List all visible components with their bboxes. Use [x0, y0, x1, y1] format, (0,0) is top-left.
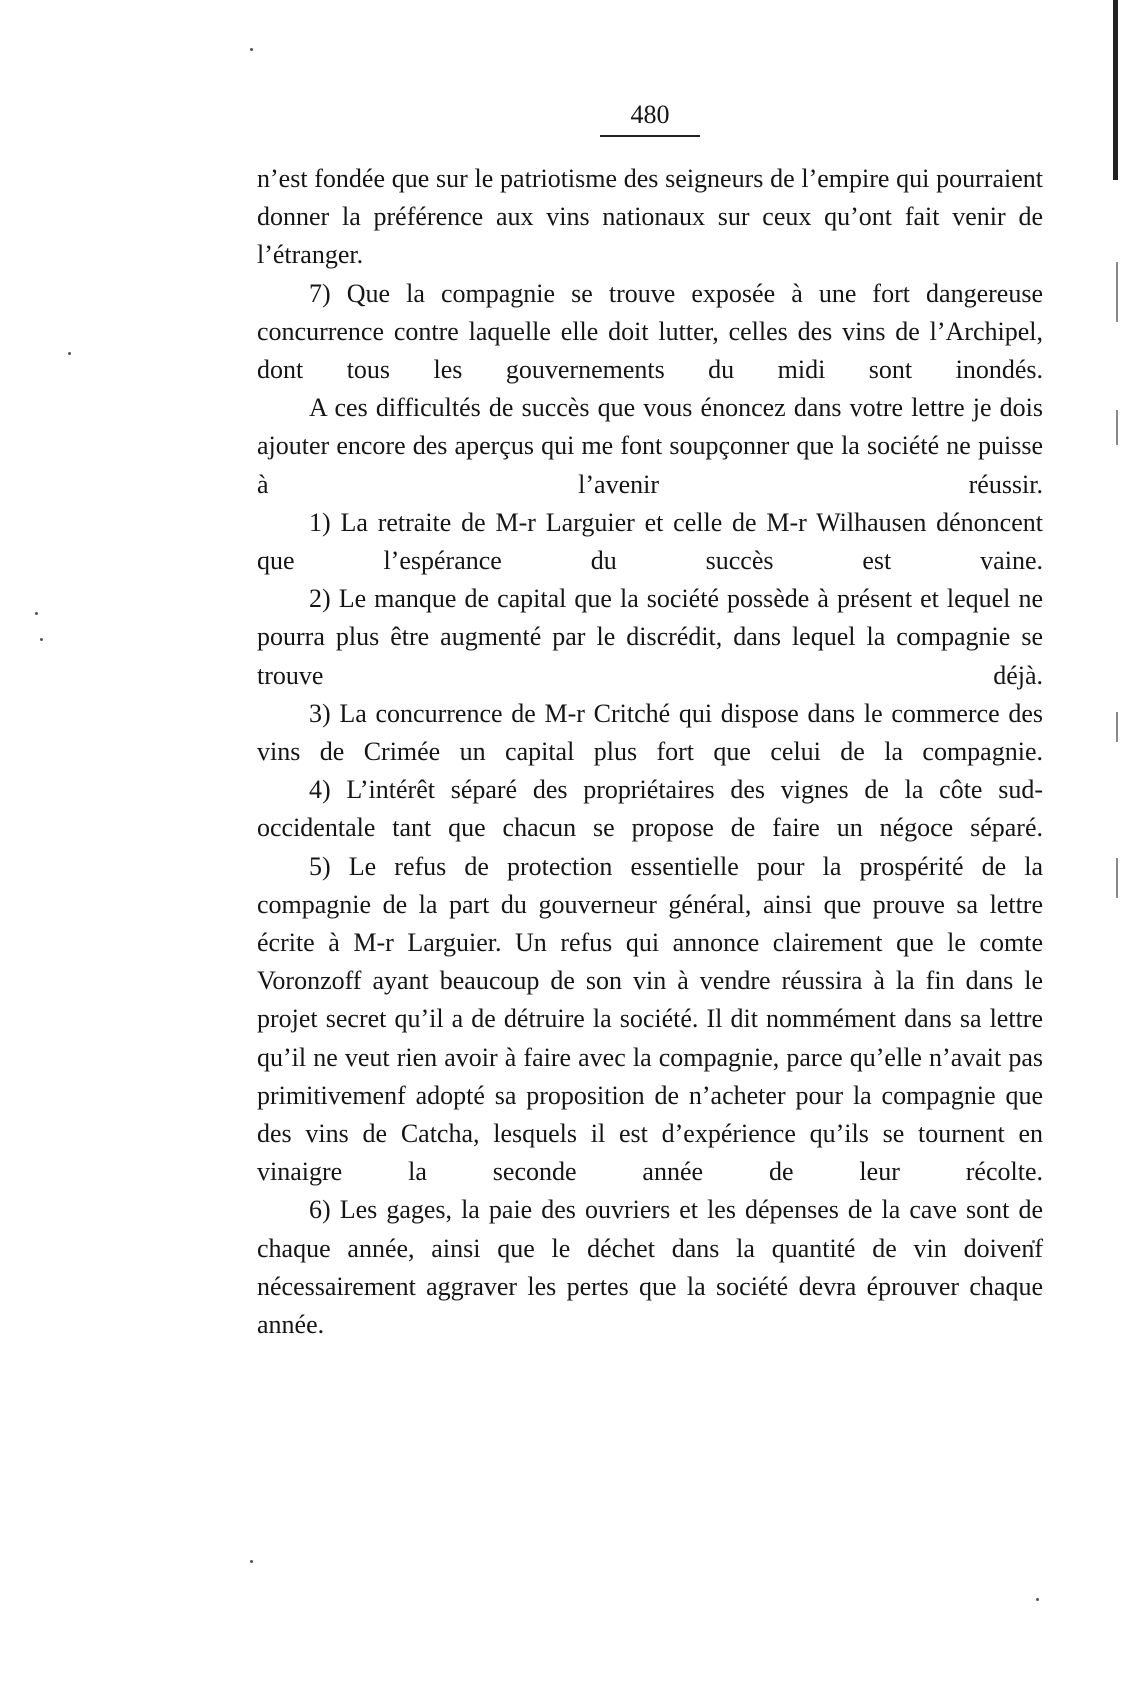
- scan-speck: [250, 48, 253, 51]
- scan-speck: [250, 1560, 253, 1563]
- paragraph-continuation: n’est fondée que sur le patriotisme des seigneurs de l’empire qui pourraient donner la préférence aux vins nationaux sur ceux qu’ont fait venir de l’étranger.: [257, 164, 1043, 270]
- page-number-rule: [600, 135, 700, 137]
- paragraph-point-3: 3) La concurrence de M-r Critché qui dispose dans le commerce des vins de Crimée un capital plus fort que celui de la compagnie.: [257, 698, 1043, 767]
- paragraph-intro-difficulties: A ces difficultés de succès que vous énoncez dans votre lettre je dois ajouter encore des aperçus qui me font soupçonner que la société ne puisse à l’avenir réussir.: [257, 393, 1043, 499]
- scan-speck: [40, 638, 43, 641]
- edge-mark: [1116, 858, 1118, 898]
- paragraph-point-1: 1) La retraite de M-r Larguier et celle de M-r Wilhausen dénoncent que l’espérance du succès est vaine.: [257, 507, 1043, 576]
- page-edge-bar: [1113, 0, 1118, 180]
- paragraph-point-7: 7) Que la compagnie se trouve exposée à une fort dangereuse concurrence contre laquelle elle doit lutter, celles des vins de l’Archipel, dont tous les gouvernements du midi sont inondés.: [257, 278, 1043, 385]
- scan-speck: [1036, 1598, 1039, 1601]
- text-body: [257, 160, 1043, 1344]
- paragraph-point-2: 2) Le manque de capital que la société possède à présent et lequel ne pourra plus être augmenté par le discrédit, dans lequel la compagnie se trouve déjà.: [257, 584, 1043, 690]
- page-number: 480: [630, 100, 670, 129]
- scan-speck: [68, 352, 71, 355]
- paragraph-point-5: 5) Le refus de protection essentielle pour la prospérité de la compagnie de la part du gouverneur général, ainsi que prouve sa lettre écrite à M-r Larguier. Un refus qui annonce clairement que le comte Voronzoff ayant beaucoup de son vin à vendre réussira à la fin dans le projet secret qu’il a de détruire la société. Il dit nommément dans sa lettre qu’il ne veut rien avoir à faire avec la compagnie, parce qu’elle n’avait pas primitivemenf adopté sa proposition de n’acheter pour la compagnie que des vins de Catcha, lesquels il est d’expérience qu’ils se tournent en vinaigre la seconde année de leur récolte.: [257, 851, 1043, 1187]
- edge-mark: [1116, 410, 1118, 445]
- paragraph-point-4: 4) L’intérêt séparé des propriétaires des vignes de la côte sud-occidentale tant que chacun se propose de faire un négoce séparé.: [257, 775, 1043, 843]
- scan-speck: [35, 612, 38, 615]
- paragraph-point-6: 6) Les gages, la paie des ouvriers et les dépenses de la cave sont de chaque année, ainsi que le déchet dans la quantité de vin doivenf nécessairement aggraver les pertes que la société devra éprouver chaque année.: [257, 1195, 1043, 1340]
- edge-mark: [1116, 262, 1118, 322]
- edge-mark: [1116, 712, 1118, 742]
